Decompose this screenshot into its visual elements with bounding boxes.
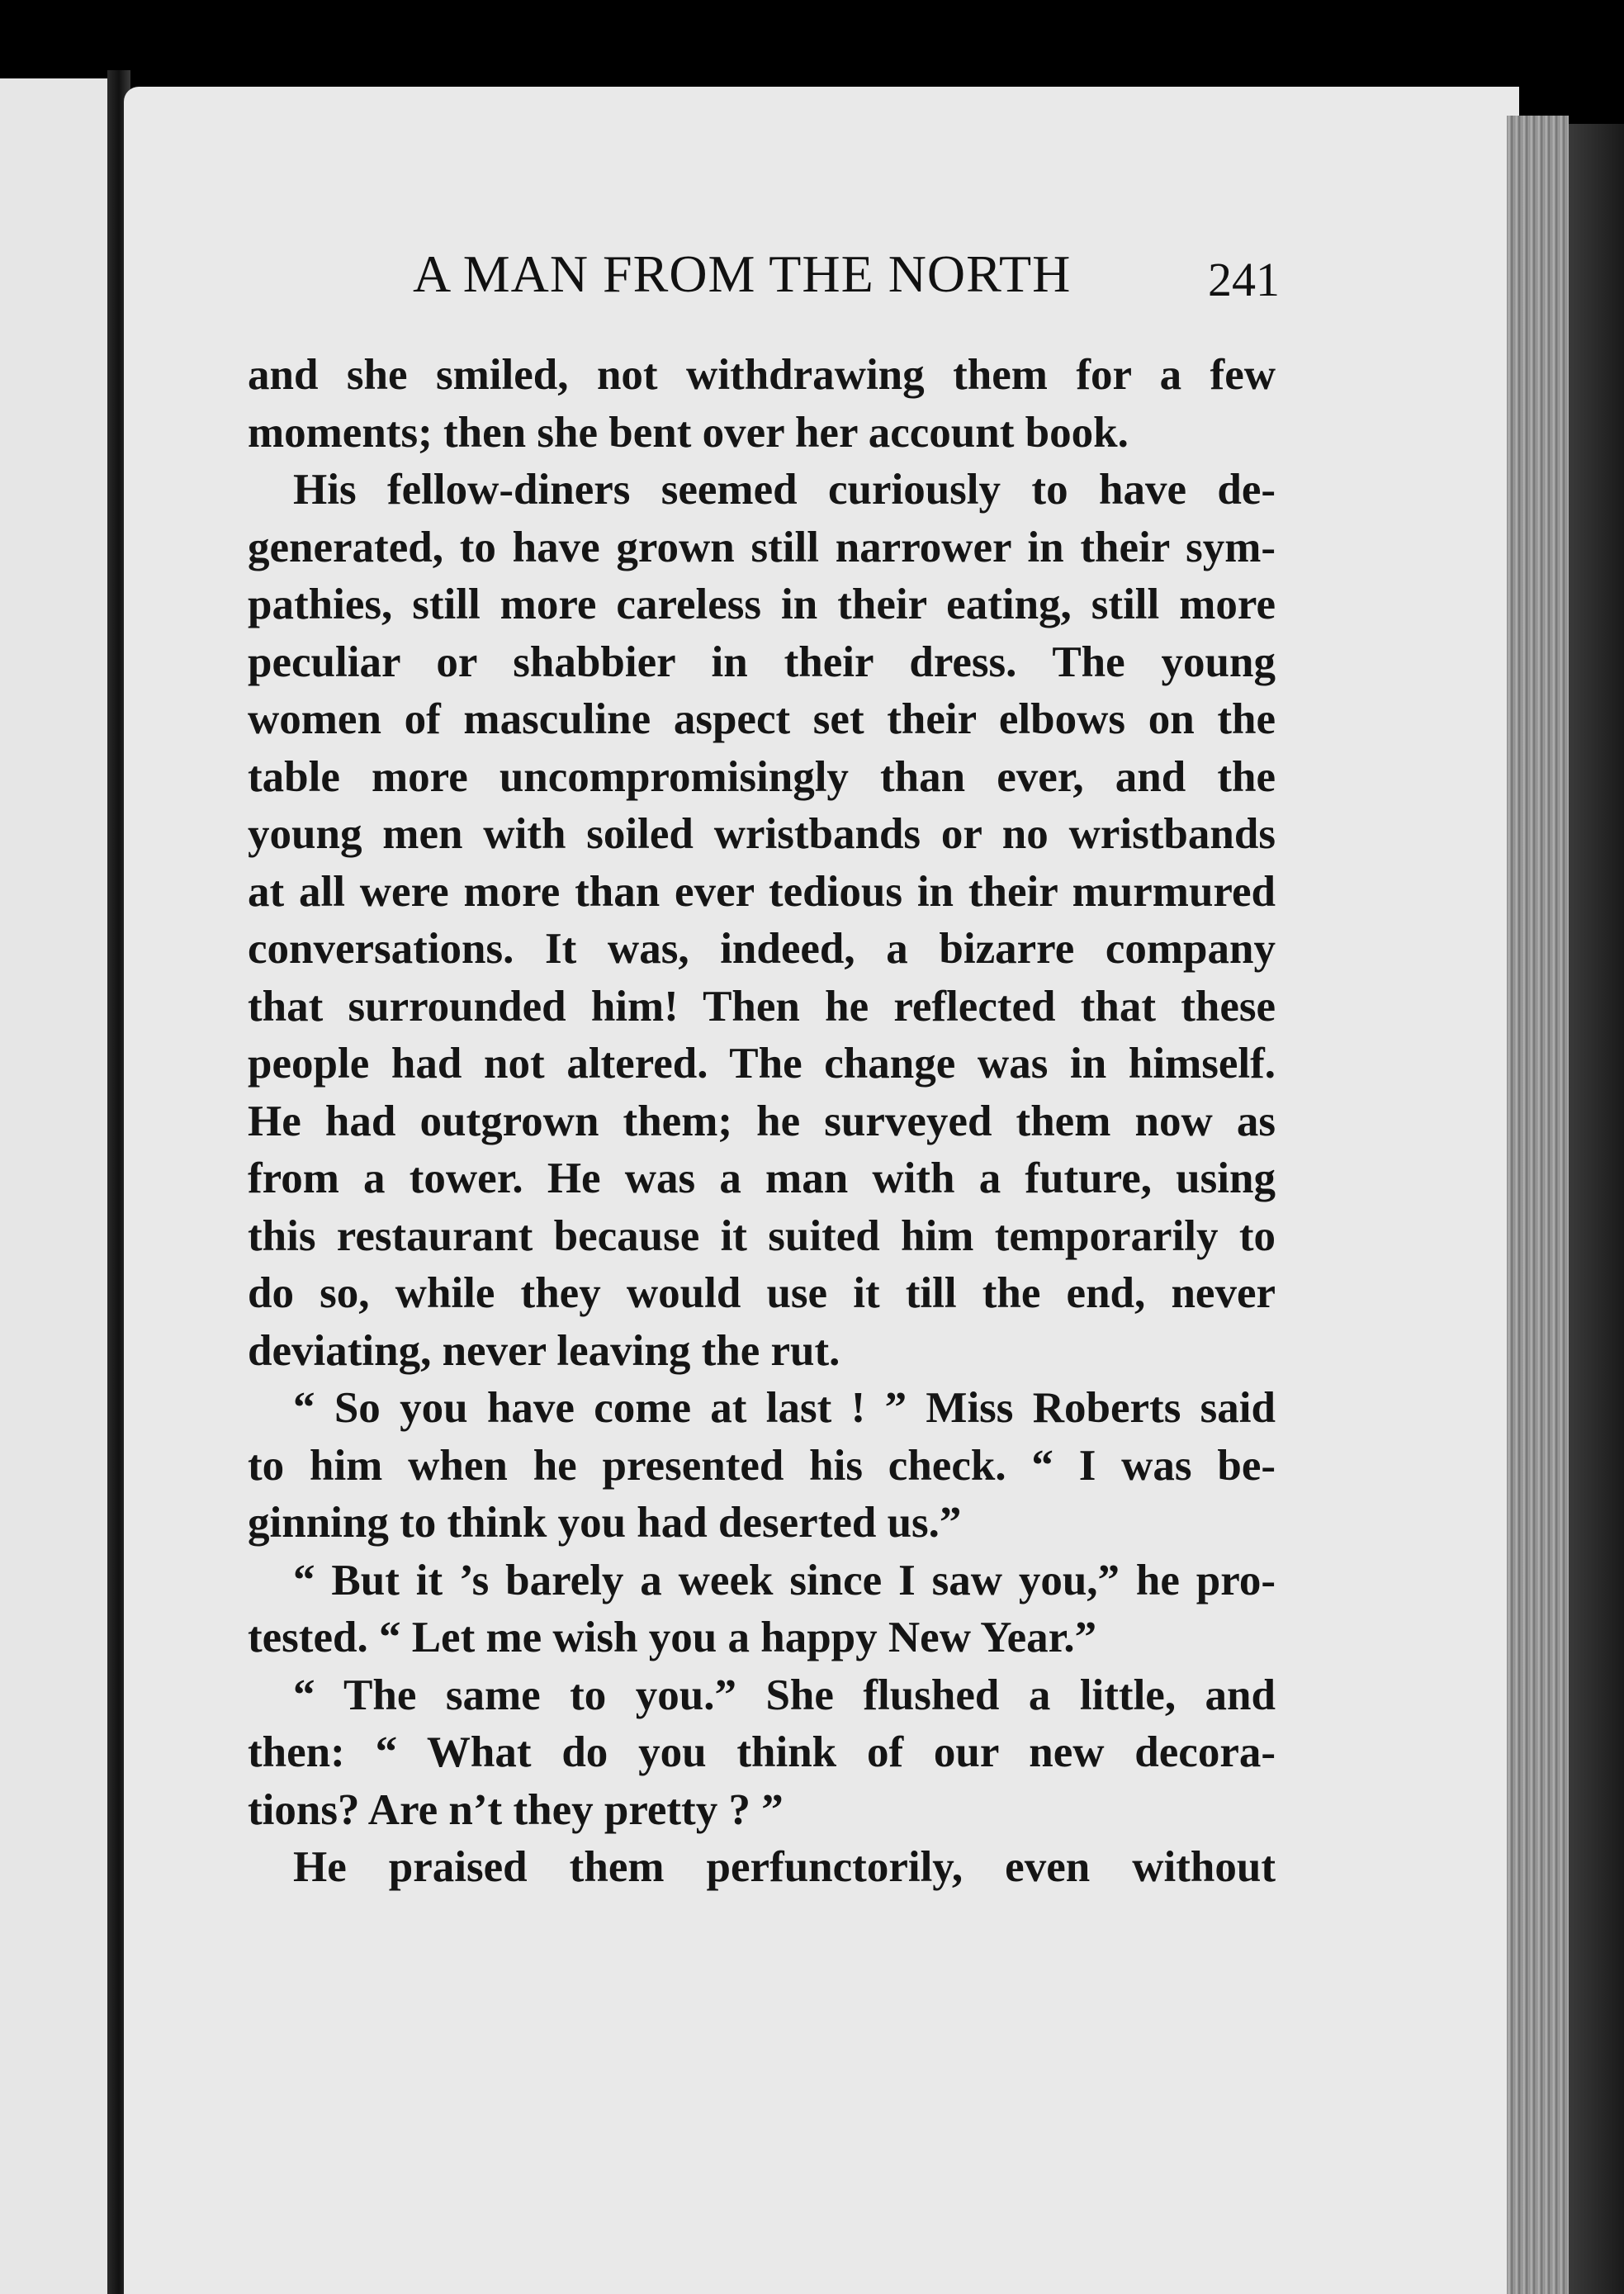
text-line: then: “ What do you think of our new decora- bbox=[248, 1728, 1276, 1776]
book-cover-edge bbox=[1569, 124, 1624, 2294]
facing-page-edge bbox=[0, 78, 107, 2294]
running-head: A MAN FROM THE NORTH bbox=[413, 244, 1072, 303]
text-line: conversations. It was, indeed, a bizarre company bbox=[248, 925, 1276, 973]
text-line: “ The same to you.” She flushed a little, and bbox=[293, 1671, 1276, 1719]
text-line: peculiar or shabbier in their dress. The young bbox=[248, 637, 1276, 686]
page-header bbox=[413, 244, 1280, 326]
text-line: tions? Are n’t they pretty ? ” bbox=[248, 1785, 784, 1834]
page-fore-edge bbox=[1507, 116, 1569, 2294]
text-line: “ So you have come at last ! ” Miss Roberts said bbox=[293, 1384, 1276, 1432]
text-line: He had outgrown them; he surveyed them now as bbox=[248, 1097, 1276, 1145]
text-line: moments; then she bent over her account book. bbox=[248, 408, 1129, 457]
text-line: and she smiled, not withdrawing them for a few bbox=[248, 351, 1276, 399]
text-line: His fellow-diners seemed curiously to have de- bbox=[293, 466, 1276, 514]
text-line: to him when he presented his check. “ I was be- bbox=[248, 1441, 1276, 1490]
text-line: at all were more than ever tedious in their murmured bbox=[248, 867, 1276, 916]
text-line: women of masculine aspect set their elbows on the bbox=[248, 695, 1276, 743]
text-line: ginning to think you had deserted us.” bbox=[248, 1499, 962, 1547]
text-line: “ But it ’s barely a week since I saw you,” he pro- bbox=[293, 1556, 1276, 1604]
text-line: He praised them perfunctorily, even without bbox=[293, 1843, 1276, 1891]
text-line: from a tower. He was a man with a future, using bbox=[248, 1154, 1276, 1202]
text-line: deviating, never leaving the rut. bbox=[248, 1326, 840, 1375]
page-number: 241 bbox=[1208, 253, 1280, 306]
text-line: generated, to have grown still narrower in their sym- bbox=[248, 523, 1276, 571]
text-line: people had not altered. The change was in himself. bbox=[248, 1040, 1276, 1088]
body-text bbox=[248, 347, 1276, 1897]
text-line: pathies, still more careless in their eating, still more bbox=[248, 581, 1276, 628]
text-line: young men with soiled wristbands or no wristbands bbox=[248, 810, 1276, 858]
text-line: tested. “ Let me wish you a happy New Year.” bbox=[248, 1614, 1097, 1661]
text-line: this restaurant because it suited him temporarily to bbox=[248, 1211, 1276, 1260]
text-line: table more uncompromisingly than ever, and the bbox=[248, 752, 1276, 801]
text-line: that surrounded him! Then he reflected that these bbox=[248, 982, 1276, 1031]
text-line: do so, while they would use it till the end, never bbox=[248, 1269, 1276, 1317]
